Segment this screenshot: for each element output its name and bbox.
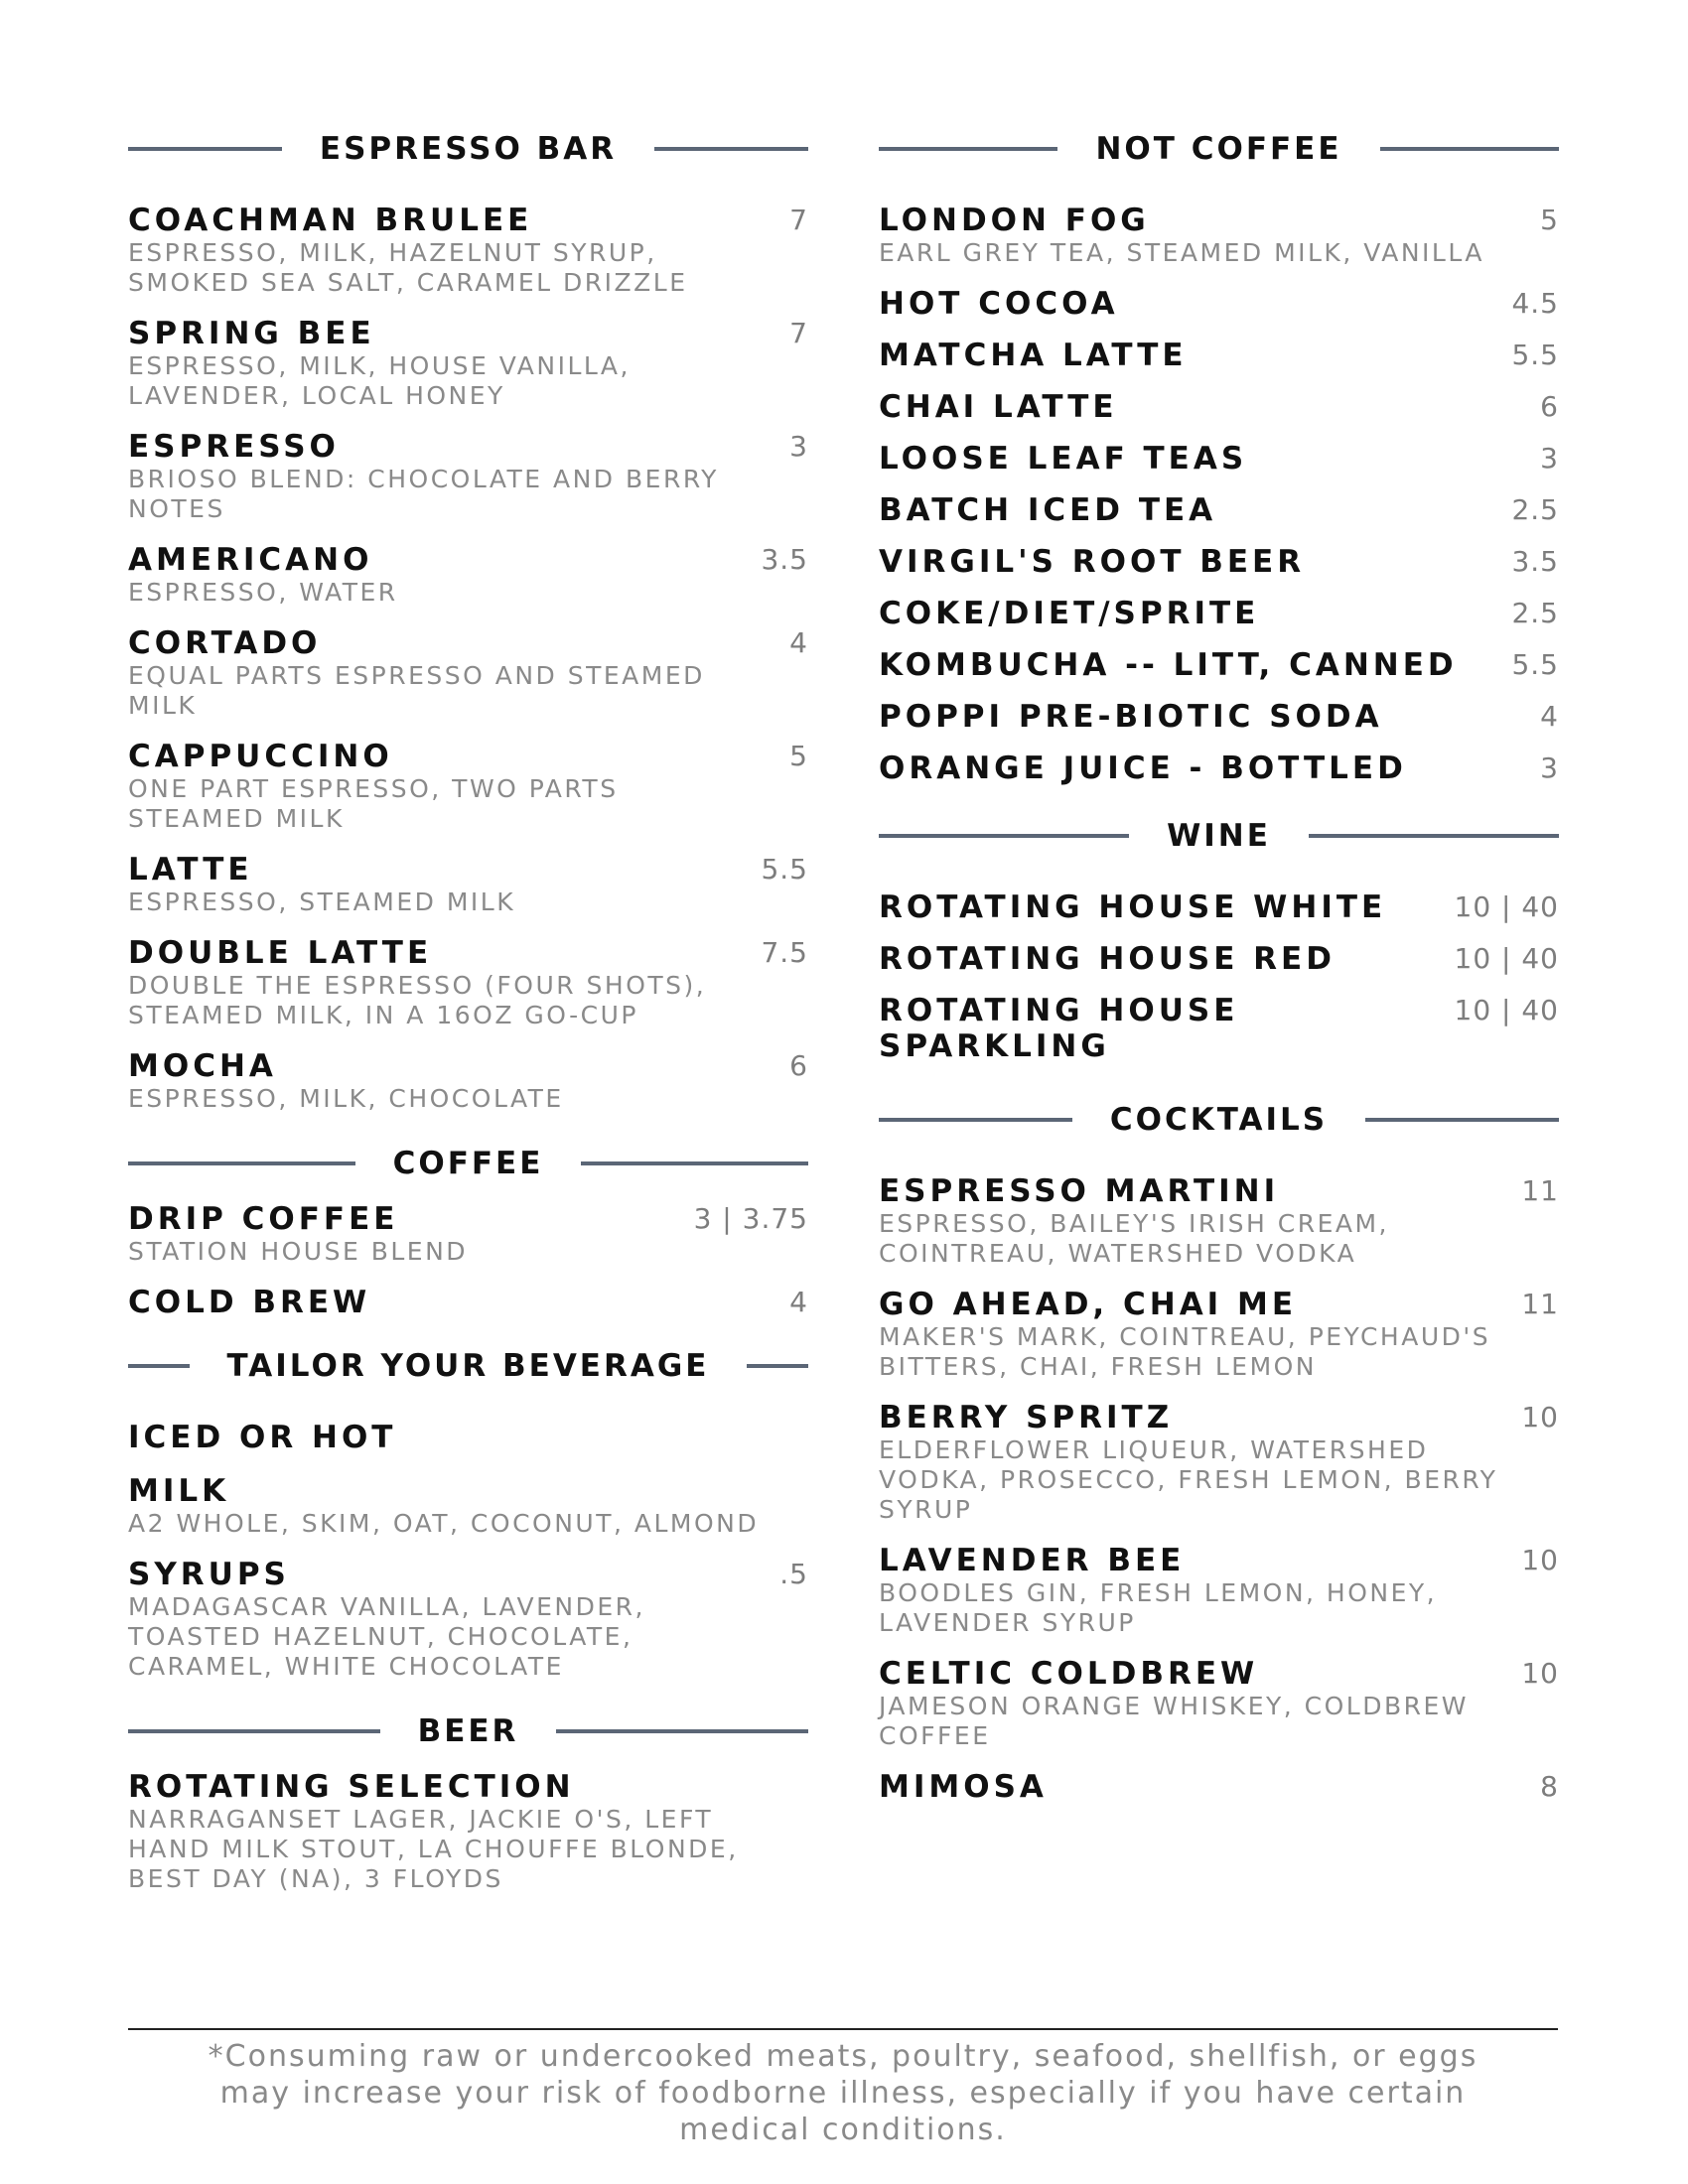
item-description: NARRAGANSET LAGER, JACKIE O'S, LEFT HAND MILK STOUT, LA CHOUFFE BLONDE, BEST DAY (NA), 3 FLOYDS [128, 1805, 739, 1893]
menu-item [128, 852, 808, 917]
menu-item [128, 316, 808, 411]
item-name: CHAI LATTE [879, 389, 1118, 425]
item-name: GO AHEAD, CHAI ME [879, 1287, 1298, 1322]
item-price: 10 [1521, 1401, 1559, 1433]
menu-item [879, 441, 1559, 477]
item-name: SYRUPS [128, 1557, 290, 1592]
menu-item [879, 203, 1559, 268]
divider [556, 1729, 808, 1733]
item-price: 10 | 40 [1454, 890, 1559, 923]
item-description: EQUAL PARTS ESPRESSO AND STEAMED MILK [128, 661, 705, 720]
item-name: POPPI PRE-BIOTIC SODA [879, 699, 1383, 735]
menu-item [128, 1473, 808, 1539]
item-name: CORTADO [128, 625, 322, 661]
item-description: STATION HOUSE BLEND [128, 1237, 469, 1266]
item-price: 3 [1540, 751, 1559, 784]
section-header-coffee [128, 1144, 808, 1183]
menu-item [879, 338, 1559, 373]
menu-item [128, 1420, 808, 1455]
item-price: 5.5 [1511, 648, 1559, 681]
item-name: MOCHA [128, 1048, 277, 1084]
item-description: BRIOSO BLEND: CHOCOLATE AND BERRY NOTES [128, 465, 719, 523]
menu-item [879, 647, 1559, 683]
item-description: MADAGASCAR VANILLA, LAVENDER, TOASTED HAZELNUT, CHOCOLATE, CARAMEL, WHITE CHOCOLATE [128, 1592, 645, 1681]
section-header-wine [879, 816, 1559, 856]
item-description: ESPRESSO, BAILEY'S IRISH CREAM, COINTREAU, WATERSHED VODKA [879, 1209, 1389, 1268]
item-price: 3.5 [761, 543, 808, 576]
menu-item [879, 1287, 1559, 1382]
menu-item [128, 429, 808, 524]
item-name: DOUBLE LATTE [128, 935, 433, 971]
section-title: COFFEE [392, 1146, 544, 1181]
item-price: 8 [1540, 1770, 1559, 1803]
item-price: 2.5 [1511, 493, 1559, 526]
menu-item [879, 1400, 1559, 1525]
menu-item [879, 1173, 1559, 1269]
item-name: MATCHA LATTE [879, 338, 1188, 373]
section-header-espresso-bar [128, 129, 808, 169]
menu-item [128, 542, 808, 608]
menu-item [128, 739, 808, 834]
item-price: 2.5 [1511, 597, 1559, 629]
item-name: AMERICANO [128, 542, 373, 578]
menu-item [879, 1656, 1559, 1751]
menu-item [128, 935, 808, 1030]
menu-item [879, 492, 1559, 528]
item-name: ROTATING HOUSE SPARKLING [879, 993, 1239, 1064]
item-name: SPRING BEE [128, 316, 375, 351]
divider [1309, 834, 1559, 838]
item-price: 6 [1540, 390, 1559, 423]
item-price: 7 [789, 317, 808, 349]
item-name: ROTATING SELECTION [128, 1769, 575, 1805]
menu-item [879, 993, 1559, 1064]
item-description: DOUBLE THE ESPRESSO (FOUR SHOTS), STEAMED MILK, IN A 16OZ GO-CUP [128, 971, 707, 1029]
item-description: ESPRESSO, WATER [128, 578, 398, 607]
item-name: BERRY SPRITZ [879, 1400, 1174, 1435]
menu-list-espresso-bar [128, 203, 808, 1114]
item-name: CAPPUCCINO [128, 739, 393, 774]
menu-list-tailor [128, 1420, 808, 1682]
item-description: EARL GREY TEA, STEAMED MILK, VANILLA [879, 238, 1484, 267]
menu-list-coffee [128, 1201, 808, 1320]
item-price: 3 | 3.75 [693, 1202, 808, 1235]
section-header-beer [128, 1711, 808, 1751]
item-price: 10 [1521, 1544, 1559, 1576]
section-title: COCKTAILS [1109, 1102, 1329, 1138]
item-name: ESPRESSO MARTINI [879, 1173, 1280, 1209]
menu-list-wine [879, 889, 1559, 1064]
item-name: KOMBUCHA -- LITT, CANNED [879, 647, 1458, 683]
menu-item [879, 1543, 1559, 1638]
item-name: ROTATING HOUSE WHITE [879, 889, 1387, 925]
item-price: 4 [789, 626, 808, 659]
right-column [879, 129, 1559, 1823]
divider [128, 1364, 190, 1368]
item-name: COLD BREW [128, 1285, 371, 1320]
section-title: ESPRESSO BAR [319, 131, 618, 167]
item-price: 11 [1521, 1174, 1559, 1207]
item-price: 3.5 [1511, 545, 1559, 578]
menu-item [128, 1201, 808, 1267]
item-name: COACHMAN BRULEE [128, 203, 533, 238]
menu-item [879, 751, 1559, 786]
section-title: NOT COFFEE [1095, 131, 1342, 167]
divider [879, 834, 1129, 838]
item-description: ESPRESSO, MILK, HOUSE VANILLA, LAVENDER, LOCAL HONEY [128, 351, 631, 410]
menu-list-beer [128, 1769, 808, 1894]
menu-item [128, 1557, 808, 1682]
item-name: VIRGIL'S ROOT BEER [879, 544, 1306, 580]
item-price: 3 [1540, 442, 1559, 475]
divider [1365, 1118, 1559, 1122]
menu-item [879, 544, 1559, 580]
item-price: 7.5 [761, 936, 808, 969]
item-price: 3 [789, 430, 808, 463]
item-name: MIMOSA [879, 1769, 1048, 1805]
item-name: ORANGE JUICE - BOTTLED [879, 751, 1407, 786]
divider [128, 147, 282, 151]
item-price: 10 | 40 [1454, 994, 1559, 1026]
item-price: 10 | 40 [1454, 942, 1559, 975]
item-name: ICED OR HOT [128, 1420, 397, 1455]
item-description: A2 WHOLE, SKIM, OAT, COCONUT, ALMOND [128, 1509, 760, 1538]
menu-item [128, 1769, 808, 1894]
menu-list-not-coffee [879, 203, 1559, 786]
section-header-cocktails [879, 1100, 1559, 1140]
item-name: CELTIC COLDBREW [879, 1656, 1259, 1692]
divider [654, 147, 808, 151]
item-name: HOT COCOA [879, 286, 1119, 322]
item-price: 4 [1540, 700, 1559, 733]
item-name: LOOSE LEAF TEAS [879, 441, 1248, 477]
item-price: 5.5 [761, 853, 808, 886]
section-header-tailor [128, 1346, 808, 1386]
footer-disclaimer [128, 2028, 1558, 2148]
menu-item [879, 389, 1559, 425]
menu-item [128, 625, 808, 721]
menu-item [879, 596, 1559, 631]
divider [128, 1729, 380, 1733]
item-description: BOODLES GIN, FRESH LEMON, HONEY, LAVENDER SYRUP [879, 1578, 1438, 1637]
item-description: ESPRESSO, MILK, CHOCOLATE [128, 1084, 564, 1113]
divider [128, 1161, 355, 1165]
menu-item [879, 699, 1559, 735]
item-name: ROTATING HOUSE RED [879, 941, 1336, 977]
item-name: ESPRESSO [128, 429, 340, 465]
menu-item [128, 1048, 808, 1114]
menu-item [879, 1769, 1559, 1805]
menu-item [879, 889, 1559, 925]
left-column [128, 129, 808, 1912]
item-price: 5 [1540, 204, 1559, 236]
item-price: .5 [779, 1558, 808, 1590]
item-price: 11 [1521, 1288, 1559, 1320]
divider [1380, 147, 1559, 151]
item-description: ESPRESSO, MILK, HAZELNUT SYRUP, SMOKED SEA SALT, CARAMEL DRIZZLE [128, 238, 688, 297]
disclaimer-text: *Consuming raw or undercooked meats, poultry, seafood, shellfish, or eggs may increase your risk of foodborne illness, especially if you have certain medical conditions. [208, 2039, 1478, 2147]
item-name: MILK [128, 1473, 230, 1509]
menu-item [879, 286, 1559, 322]
section-title: TAILOR YOUR BEVERAGE [226, 1348, 710, 1384]
item-price: 10 [1521, 1657, 1559, 1690]
section-title: WINE [1167, 818, 1271, 854]
item-name: LONDON FOG [879, 203, 1150, 238]
item-price: 5.5 [1511, 339, 1559, 371]
item-name: COKE/DIET/SPRITE [879, 596, 1260, 631]
item-description: JAMESON ORANGE WHISKEY, COLDBREW COFFEE [879, 1692, 1470, 1750]
item-name: BATCH ICED TEA [879, 492, 1217, 528]
menu-item [128, 203, 808, 298]
divider [879, 1118, 1072, 1122]
item-name: DRIP COFFEE [128, 1201, 399, 1237]
section-header-not-coffee [879, 129, 1559, 169]
divider [747, 1364, 808, 1368]
item-name: LATTE [128, 852, 253, 887]
section-title: BEER [417, 1713, 519, 1749]
menu-list-cocktails [879, 1173, 1559, 1805]
item-price: 6 [789, 1049, 808, 1082]
item-price: 5 [789, 740, 808, 772]
item-price: 4.5 [1511, 287, 1559, 320]
divider [581, 1161, 808, 1165]
item-description: ONE PART ESPRESSO, TWO PARTS STEAMED MILK [128, 774, 619, 833]
menu-item [128, 1285, 808, 1320]
item-description: ESPRESSO, STEAMED MILK [128, 887, 516, 916]
item-name: LAVENDER BEE [879, 1543, 1186, 1578]
item-price: 7 [789, 204, 808, 236]
divider [879, 147, 1057, 151]
menu-item [879, 941, 1559, 977]
item-description: ELDERFLOWER LIQUEUR, WATERSHED VODKA, PROSECCO, FRESH LEMON, BERRY SYRUP [879, 1435, 1498, 1524]
item-description: MAKER'S MARK, COINTREAU, PEYCHAUD'S BITTERS, CHAI, FRESH LEMON [879, 1322, 1491, 1381]
item-price: 4 [789, 1286, 808, 1318]
